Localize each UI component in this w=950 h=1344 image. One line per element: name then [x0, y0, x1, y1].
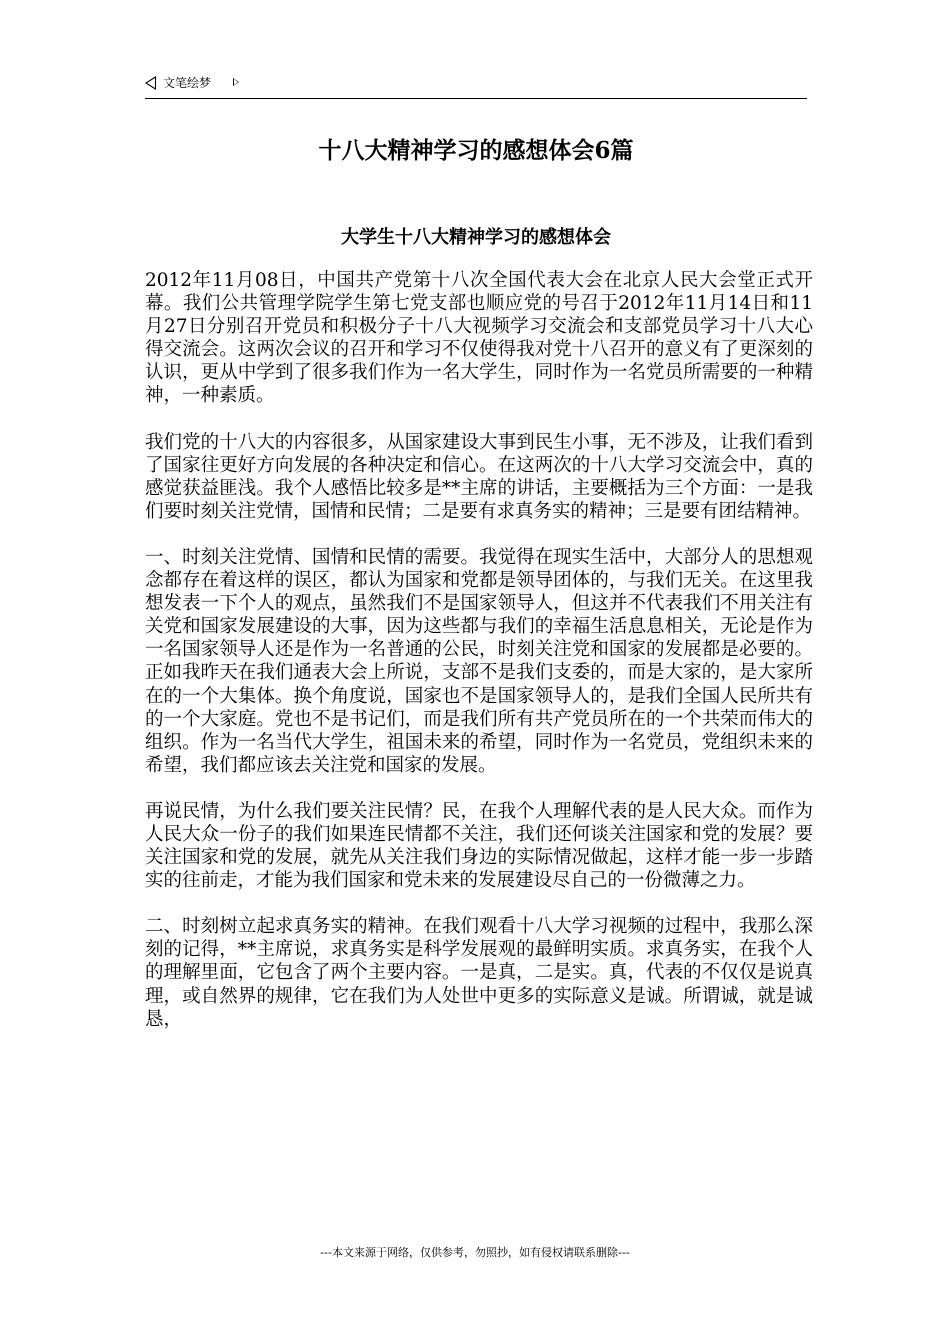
body-paragraph: 再说民情，为什么我们要关注民情？民，在我个人理解代表的是人民大众。而作为人民大众一份子的我们如果连民情都不关注，我们还何谈关注国家和党的发展？要关注国家和党的发展，就先从关注我们身边的实际情况做起，这样才能一步一步踏实的往前走，才能为我们国家和党未来的发展建设尽自己的一份微薄之力。	[145, 800, 813, 892]
footer-notice: ---本文来源于网络，仅供参考，勿照抄，如有侵权请联系删除---	[320, 1246, 630, 1259]
body-paragraph: 一、时刻关注党情、国情和民情的需要。我觉得在现实生活中，大部分人的思想观念都存在着这样的误区，都认为国家和党都是领导团体的，与我们无关。在这里我想发表一下个人的观点，虽然我们不是国家领导人，但这并不代表我们不用关注有关党和国家发展建设的大事，因为这些都与我们的幸福生活息息相关，无论是作为一名国家领导人还是作为一名普通的公民，时刻关注党和国家的发展都是必要的。正如我昨天在我们通表大会上所说，支部不是我们支委的，而是大家的，是大家所在的一个大集体。换个角度说，国家也不是国家领导人的，是我们全国人民所共有的一个大家庭。党也不是书记们，而是我们所有共产党员所在的一个共荣而伟大的组织。作为一名当代大学生，祖国未来的希望，同时作为一名党员，党组织未来的希望，我们都应该去关注党和国家的发展。	[145, 546, 813, 776]
document-subtitle: 大学生十八大精神学习的感想体会	[341, 227, 611, 248]
page-header	[145, 74, 807, 99]
document-title: 十八大精神学习的感想体会6篇	[318, 137, 634, 164]
document-body	[145, 269, 813, 1054]
body-paragraph: 2012年11月08日，中国共产党第十八次全国代表大会在北京人民大会堂正式开幕。我们公共管理学院学生第七党支部也顺应党的号召于2012年11月14日和11月27日分别召开党员和积极分子十八大视频学习交流会和支部党员学习十八大心得交流会。这两次会议的召开和学习不仅使得我对党十八召开的意义有了更深刻的认识，更从中学到了很多我们作为一名大学生，同时作为一名党员所需要的一种精神，一种素质。	[145, 270, 813, 407]
body-paragraph: 我们党的十八大的内容很多，从国家建设大事到民生小事，无不涉及，让我们看到了国家往更好方向发展的各种决定和信心。在这两次的十八大学习交流会中，真的感觉获益匪浅。我个人感悟比较多是**主席的讲话，主要概括为三个方面：一是我们要时刻关注党情，国情和民情；二是要有求真务实的精神；三是要有团结精神。	[145, 431, 813, 522]
body-paragraph: 二、时刻树立起求真务实的精神。在我们观看十八大学习视频的过程中，我那么深刻的记得，**主席说，求真务实是科学发展观的最鲜明实质。求真务实，在我个人的理解里面，它包含了两个主要内容。一是真，二是实。真，代表的不仅仅是说真理，或自然界的规律，它在我们为人处世中更多的实际意义是诚。所谓诚，就是诚恳，	[145, 916, 813, 1030]
header-brand: 文笔绘梦	[163, 76, 212, 90]
triangle-right-icon	[233, 78, 239, 86]
triangle-left-icon	[145, 76, 156, 90]
